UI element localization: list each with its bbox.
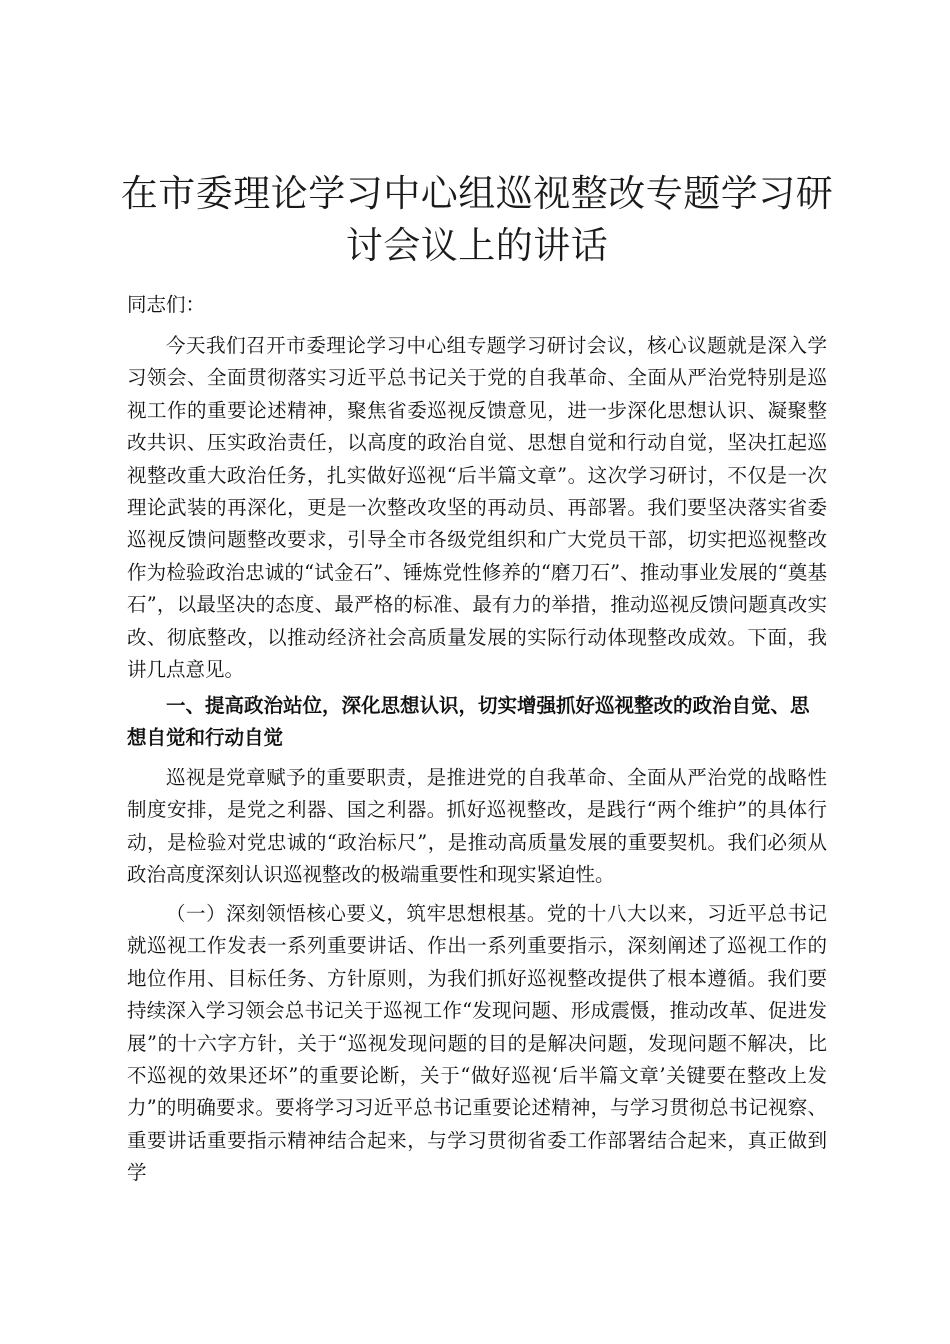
- paragraph-intro: 今天我们召开市委理论学习中心组专题学习研讨会议，核心议题就是深入学习领会、全面贯彻落实习近平总书记关于党的自我革命、全面从严治党特别是巡视工作的重要论述精神，聚焦省委巡视反馈意见，进一步深化思想认识、凝聚整改共识、压实政治责任，以高度的政治自觉、思想自觉和行动自觉，坚决扛起巡视整改重大政治任务，扎实做好巡视“后半篇文章”。这次学习研讨，不仅是一次理论武装的再深化，更是一次整改攻坚的再动员、再部署。我们要坚决落实省委巡视反馈问题整改要求，引导全市各级党组织和广大党员干部，切实把巡视整改作为检验政治忠诚的“试金石”、锤炼党性修养的“磨刀石”、推动事业发展的“奠基石”，以最坚决的态度、最严格的标准、最有力的举措，推动巡视反馈问题真改实改、彻底整改，以推动经济社会高质量发展的实际行动体现整改成效。下面，我讲几点意见。: [127, 334, 827, 682]
- section-heading-1: 一、提高政治站位，深化思想认识，切实增强抓好巡视整改的政治自觉、思想自觉和行动自觉: [127, 694, 810, 750]
- document-page: [120, 0, 834, 1344]
- document-title: 在市委理论学习中心组巡视整改专题学习研讨会议上的讲话: [120, 172, 834, 267]
- salutation: 同志们：: [127, 293, 206, 316]
- paragraph-subsection-1: （一）深刻领悟核心要义，筑牢思想根基。党的十八大以来，习近平总书记就巡视工作发表一系列重要讲话、作出一系列重要指示，深刻阐述了巡视工作的地位作用、目标任务、方针原则，为我们抓好巡视整改提供了根本遵循。我们要持续深入学习领会总书记关于巡视工作“发现问题、形成震慑，推动改革、促进发展”的十六字方针，关于“巡视发现问题的目的是解决问题，发现问题不解决，比不巡视的效果还坏”的重要论断，关于“做好巡视‘后半篇文章’关键要在整改上发力”的明确要求。要将学习习近平总书记重要论述精神，与学习贯彻总书记视察、重要讲话重要指示精神结合起来，与学习贯彻省委工作部署结合起来，真正做到学: [127, 902, 827, 1185]
- paragraph-section-1: 巡视是党章赋予的重要职责，是推进党的自我革命、全面从严治党的战略性制度安排，是党之利器、国之利器。抓好巡视整改，是践行“两个维护”的具体行动，是检验对党忠诚的“政治标尺”，是推动高质量发展的重要契机。我们必须从政治高度深刻认识巡视整改的极端重要性和现实紧迫性。: [127, 766, 827, 887]
